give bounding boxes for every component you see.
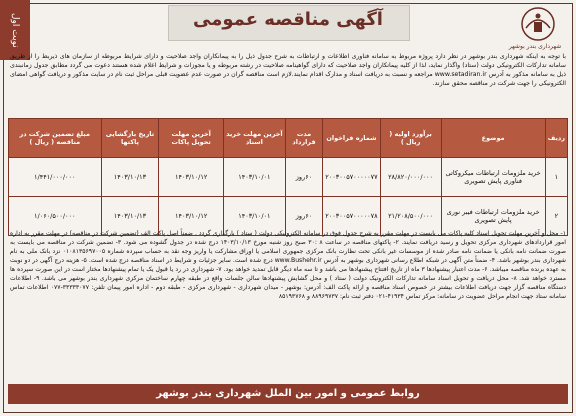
col-envelope-deadline: آخرین مهلت تحویل پاکات bbox=[159, 119, 224, 158]
col-call-number: شماره فراخوان bbox=[323, 119, 380, 158]
footer-banner: روابط عمومی و امور بین الملل شهرداری بندر بوشهر bbox=[8, 384, 568, 404]
cell-opening-date: ۱۴۰۳/۱۰/۱۳ bbox=[101, 197, 159, 236]
col-estimate: برآورد اولیه ( ریال ) bbox=[380, 119, 441, 158]
col-duration: مدت قرارداد bbox=[285, 119, 322, 158]
col-row-number: ردیف bbox=[545, 119, 567, 158]
cell-call-number: ۲۰۰۳۰۰۵۷۰۰۰۰۰۷۷ bbox=[323, 158, 380, 197]
col-opening-date: تاریخ بازگشایی پاکتها bbox=[101, 119, 159, 158]
conditions-paragraph: ۱- محل و آخرین مهلت تحویل اسناد کلیه پاکات می بایست در مهلت مقرر به شرح جدول فوق در سامانه الکترونیکی دولت ( ستاد ) بارگذاری گردد . ضمناً اصل پاکت الف (تضمین شرکت در مناقصه) در مهلت مقرر به اداره امور قراردادهای شهرداری مرکزی تحویل و رسید دریافت نمایند. ۲- پاکتهای مناقصه در ساعت ۸ :۳۰ صبح روز شنبه مورخ ۱۴۰۳/۱۰/۱۳ درج شده در جدول گشوده می شود. ۳- تضمین شرکت در مناقصه می بایست به صورت ضمانت نامه بانکی یا ضمانت نامه صادر شده از موسسات غیر بانکی تحت نظارت بانک مرکزی جمهوری اسلامی یا اوراق مشارکت یا واریز وجه نقد به حساب سپرده شماره ۰۱۰۸۱۳۵۶۹۷۰۰۵ نزد بانک ملی به نام شهرداری بندر بوشهر باشد. ۴- ضمناً متن آگهی در شبکه اطلاع رسانی شهرداری بوشهر به آدرس www.Bushehr.ir درج شده است. سایر جزئیات و شرایط در اسناد مناقصه درج شده است. ۵- هزینه درج آگهی در دو نوبت به عهده برنده مناقصه میباشد. ۶- مدت اعتبار پیشنهادها ۳ ماه از تاریخ افتتاح پیشنهادها می باشد و تا سه ماه دیگر قابل تمدید خواهد بود. ۷- شهرداری در رد یا قبول یک یا تمام پیشنهادها مختار است در این صورت سپرده ها مسترد خواهد شد. ۸- محل دریافت و تحویل اسناد سامانه تدارکات الکترونیک دولت ( ستاد ) و محل گشایش پیشنهادها سالن جلسات واقع در طبقه چهارم ساختمان مرکزی شهرداری بندر بوشهر می باشد. ۹- اطلاعات دستگاه مناقصه گزار جهت دریافت اطلاعات بیشتر در خصوص اسناد مناقصه و ارائه پاکت الف: آدرس: بوشهر - میدان شهرداری - شهرداری مرکزی - طبقه دوم - اداره امور پیمان تلفن: ۳۳۳۳۳۰۷۷-۰۷۷ اطلاعات تماس سامانه ستاد جهت انجام مراحل عضویت در سامانه: مرکز تماس ۴۱۹۳۴-۰۲۱ دفتر ثبت نام: ۸۸۹۶۹۷۳۷ و ۸۵۱۹۳۷۶۸ bbox=[10, 230, 567, 300]
cell-row-number: ۲ bbox=[545, 197, 567, 236]
cell-guarantee: ۱/۰۶۰/۵۰۰/۰۰۰ bbox=[9, 197, 102, 236]
cell-envelope-deadline: ۱۴۰۳/۱۰/۱۲ bbox=[159, 197, 224, 236]
cell-subject: خرید ملزومات ارتباطات میکروکاتی فناوری پایش تصویری bbox=[441, 158, 545, 197]
logo-caption: شهرداری بندر بوشهر bbox=[508, 43, 562, 50]
cell-doc-deadline: ۱۴۰۳/۱۰/۰۱ bbox=[224, 197, 286, 236]
cell-guarantee: ۱/۴۴۱/۰۰۰/۰۰۰ bbox=[9, 158, 102, 197]
cell-estimate: ۲۱/۲۰۸/۵۰۰/۰۰۰ bbox=[380, 197, 441, 236]
col-guarantee: مبلغ تضمین شرکت در مناقصه ( ریال ) bbox=[9, 119, 102, 158]
table-row bbox=[9, 158, 568, 197]
cell-row-number: ۱ bbox=[545, 158, 567, 197]
page-title: آگهی مناقصه عمومی bbox=[193, 9, 383, 30]
cell-opening-date: ۱۴۰۳/۱۰/۱۳ bbox=[101, 158, 159, 197]
municipality-logo-icon bbox=[512, 4, 564, 44]
col-subject: موضوع bbox=[441, 119, 545, 158]
tender-table bbox=[8, 118, 568, 236]
cell-doc-deadline: ۱۴۰۳/۱۰/۰۱ bbox=[224, 158, 286, 197]
cell-envelope-deadline: ۱۴۰۳/۱۰/۱۲ bbox=[159, 158, 224, 197]
cell-subject: خرید ملزومات ارتباطات فیبر نوری پایش تصویری bbox=[441, 197, 545, 236]
cell-estimate: ۲۸/۸۲۰/۰۰۰/۰۰۰ bbox=[380, 158, 441, 197]
table-header-row bbox=[9, 119, 568, 158]
cell-duration: ۶۰روز bbox=[285, 197, 322, 236]
badge-first-round: نوبت اول bbox=[0, 0, 30, 60]
cell-duration: ۶۰روز bbox=[285, 158, 322, 197]
col-doc-deadline: آخرین مهلت خرید اسناد bbox=[224, 119, 286, 158]
header bbox=[0, 0, 576, 50]
cell-call-number: ۲۰۰۳۰۰۵۷۰۰۰۰۰۷۸ bbox=[323, 197, 380, 236]
intro-paragraph: با توجه به اینکه شهرداری بندر بوشهر در نظر دارد پروژه مربوط به سامانه فناوری اطلاعات و ارتباطات به شرح جدول ذیل را به پیمانکاران واجد صلاحیت و دارای شرایط مربوطه از سازمان های ذیربط را از طریق سامانه تدارکات الکترونیکی دولت (ستاد) واگذار نماید، لذا از کلیه پیمانکاران واجد صلاحیت که دارای گواهینامه صلاحیت در رشته مربوطه و یا مجوزات و شرایط اعلام شده هستند دعوت می گردد مطابق جدول زمانبندی ذیل به سامانه مذکور به آدرس www.setadiran.ir مراجعه و نسبت به دریافت اسناد و مدارک اقدام نمایند.لازم است مناقصه گران در صورت عدم عضویت قبلی مراحل ثبت نام در سایت مذکور و دریافت گواهی امضای الکترونیکی را جهت شرکت در مناقصه محقق سازند. bbox=[10, 53, 567, 88]
